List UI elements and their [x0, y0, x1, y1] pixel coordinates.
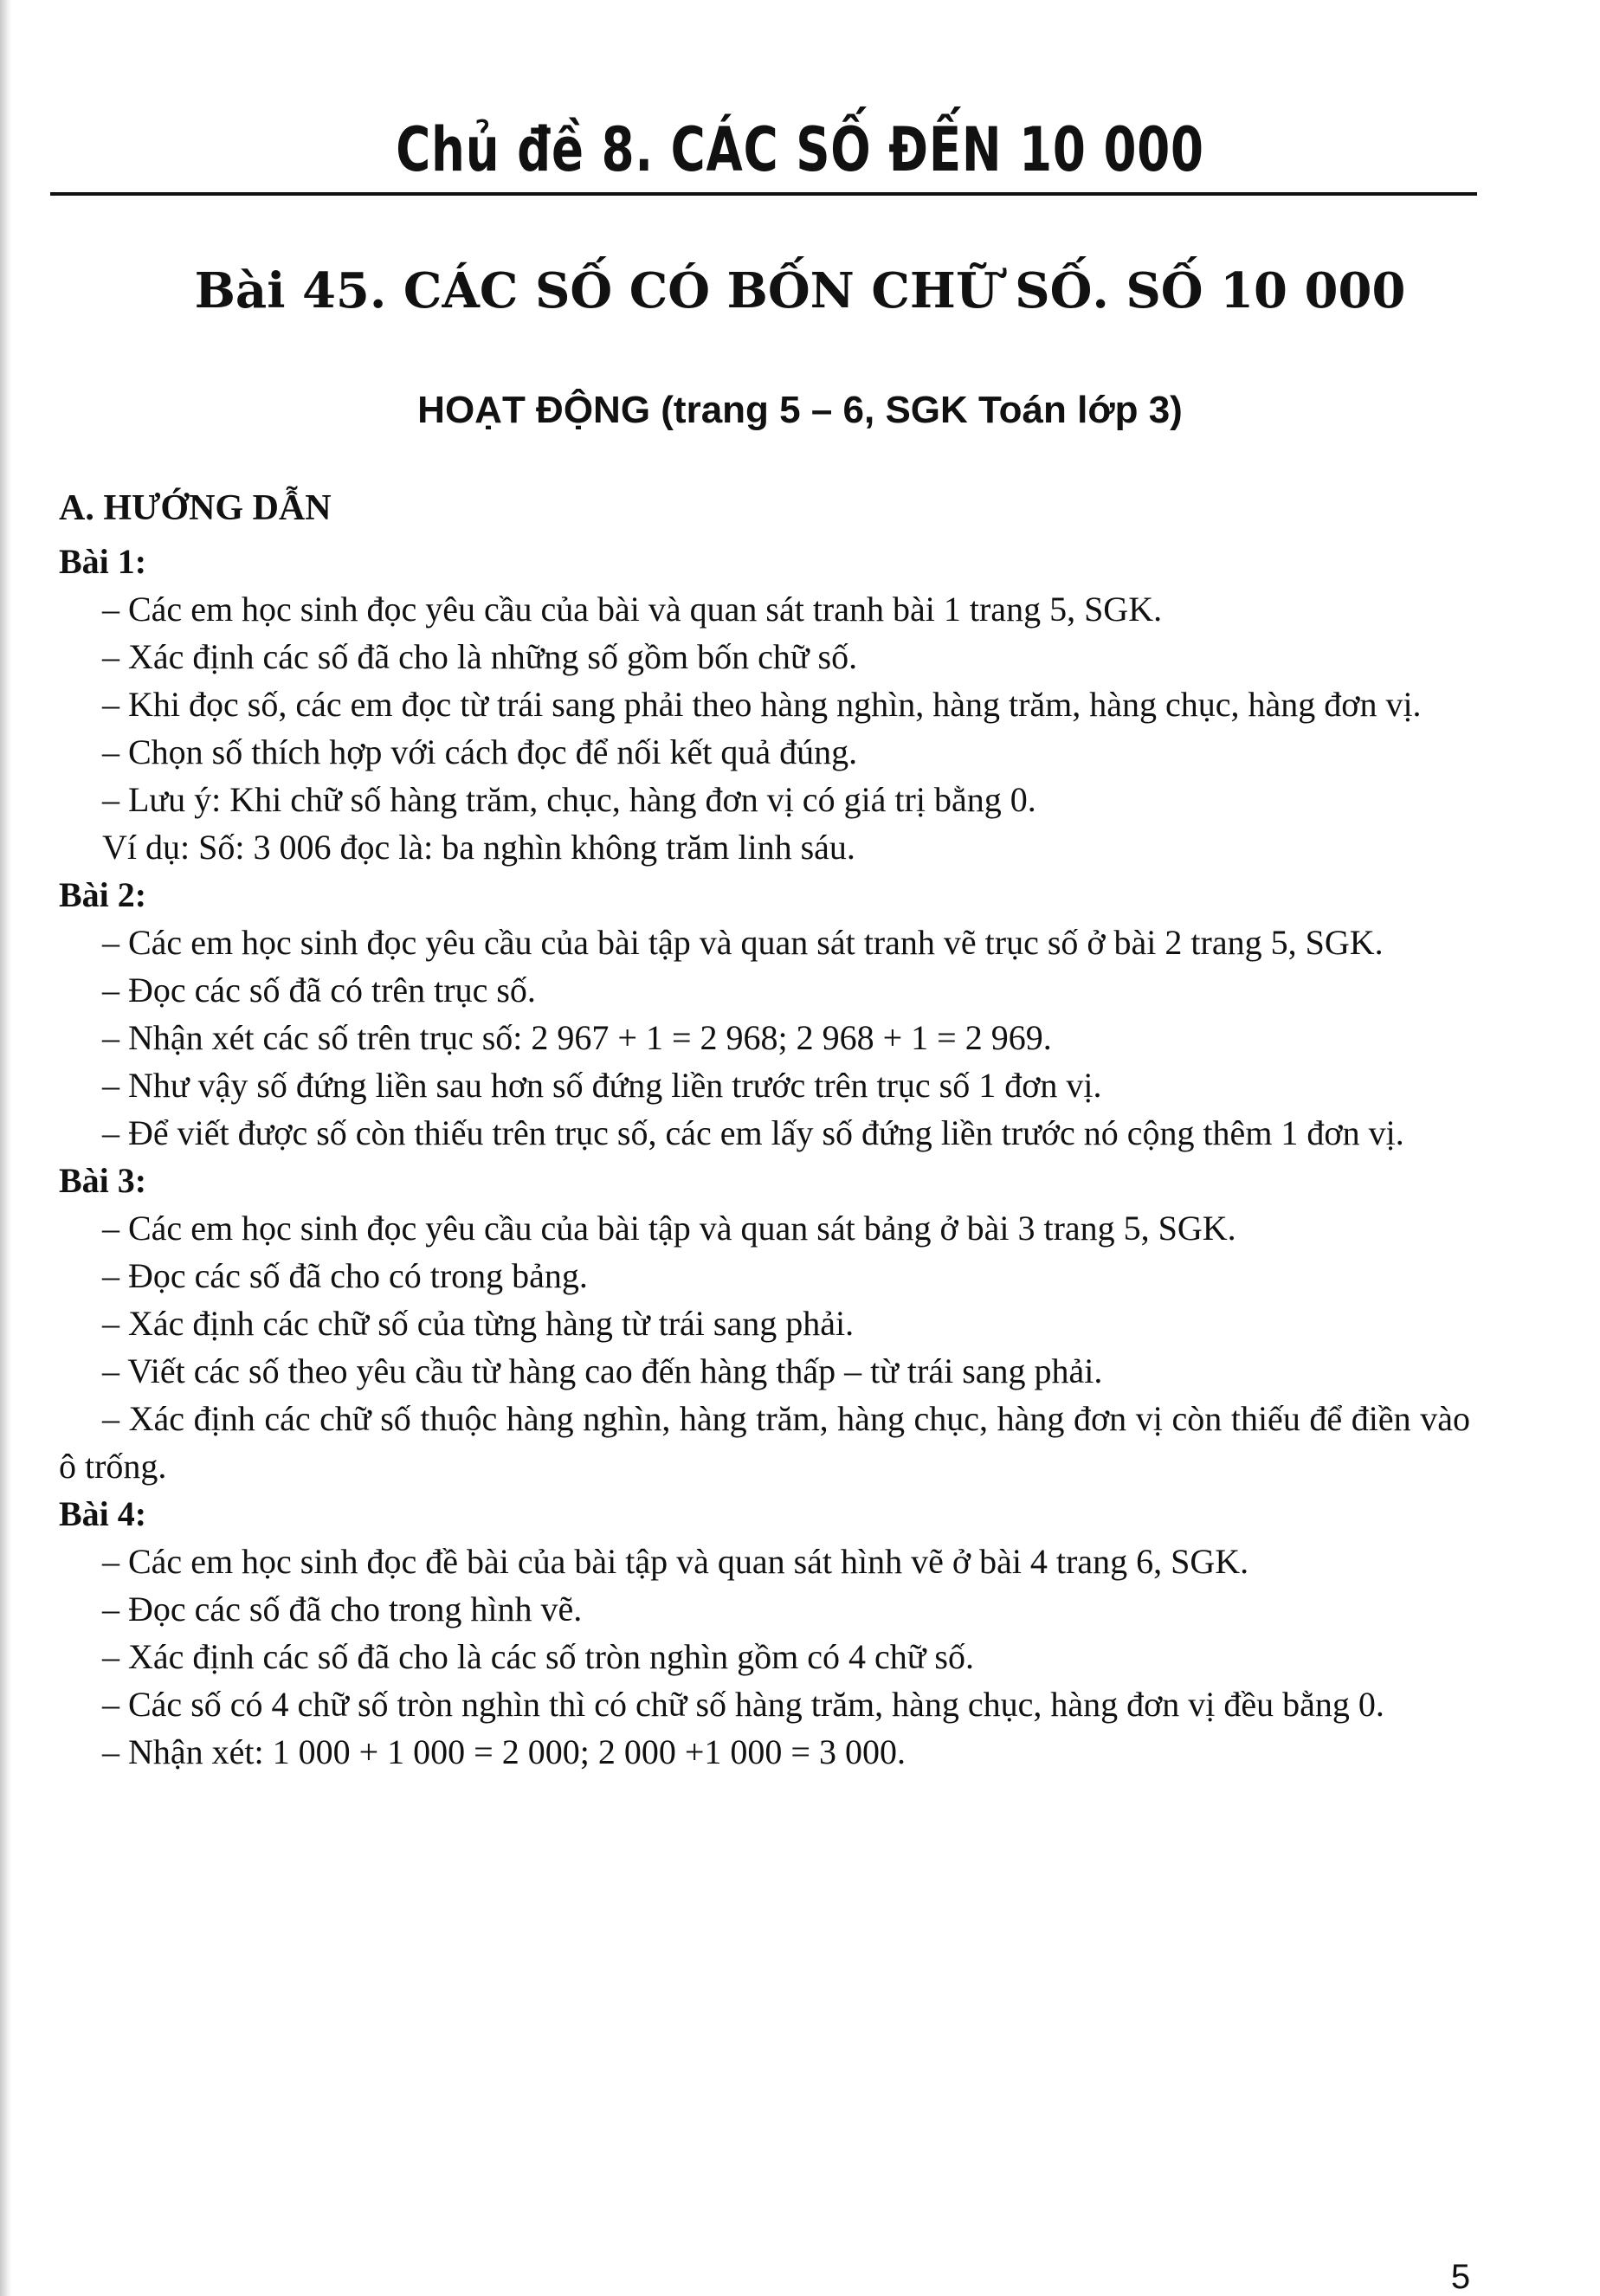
paragraph: – Xác định các số đã cho là các số tròn nghìn gồm có 4 chữ số.	[102, 1637, 974, 1676]
paragraph: – Khi đọc số, các em đọc từ trái sang phải theo hàng nghìn, hàng trăm, hàng chục, hàng đơn vị.	[102, 685, 1422, 724]
exercise-title: Bài 3:	[59, 1161, 147, 1200]
exercise-1	[59, 538, 1470, 871]
activity-title: HOẠT ĐỘNG (trang 5 – 6, SGK Toán lớp 3)	[417, 389, 1183, 431]
paragraph: – Để viết được số còn thiếu trên trục số, các em lấy số đứng liền trước nó cộng thêm 1 đơn vị.	[102, 1113, 1404, 1152]
paragraph: – Nhận xét: 1 000 + 1 000 = 2 000; 2 000 +1 000 = 3 000.	[102, 1732, 906, 1771]
paragraph: – Đọc các số đã cho trong hình vẽ.	[102, 1590, 583, 1628]
paragraph: – Xác định các chữ số của từng hàng từ trái sang phải.	[102, 1304, 855, 1343]
paragraph: – Các em học sinh đọc yêu cầu của bài tập và quan sát bảng ở bài 3 trang 5, SGK.	[102, 1209, 1236, 1248]
exercise-title: Bài 4:	[59, 1494, 147, 1533]
paragraph: – Như vậy số đứng liền sau hơn số đứng liền trước trên trục số 1 đơn vị.	[102, 1066, 1102, 1105]
paragraph: – Các em học sinh đọc yêu cầu của bài tập và quan sát tranh vẽ trục số ở bài 2 trang 5, SGK.	[102, 923, 1384, 962]
paragraph: – Xác định các số đã cho là những số gồm bốn chữ số.	[102, 637, 858, 676]
exercise-title: Bài 2:	[59, 875, 147, 914]
paragraph: – Xác định các chữ số thuộc hàng nghìn, hàng trăm, hàng chục, hàng đơn vị còn thiếu để điền vào ô trống.	[59, 1399, 1470, 1486]
lesson-content	[59, 485, 1470, 1776]
page-binding-shadow	[0, 0, 12, 2296]
exercise-3	[59, 1157, 1470, 1490]
chapter-title: Chủ đề 8. CÁC SỐ ĐẾN 10 000	[396, 114, 1204, 185]
paragraph: – Đọc các số đã cho có trong bảng.	[102, 1256, 588, 1295]
paragraph: – Các số có 4 chữ số tròn nghìn thì có chữ số hàng trăm, hàng chục, hàng đơn vị đều bằng 0.	[102, 1685, 1384, 1724]
chapter-divider	[50, 192, 1477, 196]
lesson-title: Bài 45. CÁC SỐ CÓ BỐN CHỮ SỐ. SỐ 10 000	[194, 262, 1406, 319]
section-title: A. HƯỚNG DẪN	[59, 488, 332, 528]
paragraph: – Đọc các số đã có trên trục số.	[102, 971, 536, 1009]
exercise-2	[59, 871, 1470, 1157]
paragraph: – Viết các số theo yêu cầu từ hàng cao đến hàng thấp – từ trái sang phải.	[102, 1351, 1103, 1390]
paragraph: – Chọn số thích hợp với cách đọc để nối kết quả đúng.	[102, 732, 858, 771]
exercise-4	[59, 1490, 1470, 1776]
example-line: Ví dụ: Số: 3 006 đọc là: ba nghìn không trăm linh sáu.	[102, 828, 855, 867]
page-number: 5	[1450, 2258, 1471, 2296]
exercise-title: Bài 1:	[59, 542, 147, 581]
paragraph: – Lưu ý: Khi chữ số hàng trăm, chục, hàng đơn vị có giá trị bằng 0.	[102, 780, 1036, 819]
paragraph: – Các em học sinh đọc yêu cầu của bài và quan sát tranh bài 1 trang 5, SGK.	[102, 590, 1163, 629]
paragraph: – Các em học sinh đọc đề bài của bài tập và quan sát hình vẽ ở bài 4 trang 6, SGK.	[102, 1542, 1249, 1581]
paragraph: – Nhận xét các số trên trục số: 2 967 + 1 = 2 968; 2 968 + 1 = 2 969.	[102, 1018, 1052, 1057]
